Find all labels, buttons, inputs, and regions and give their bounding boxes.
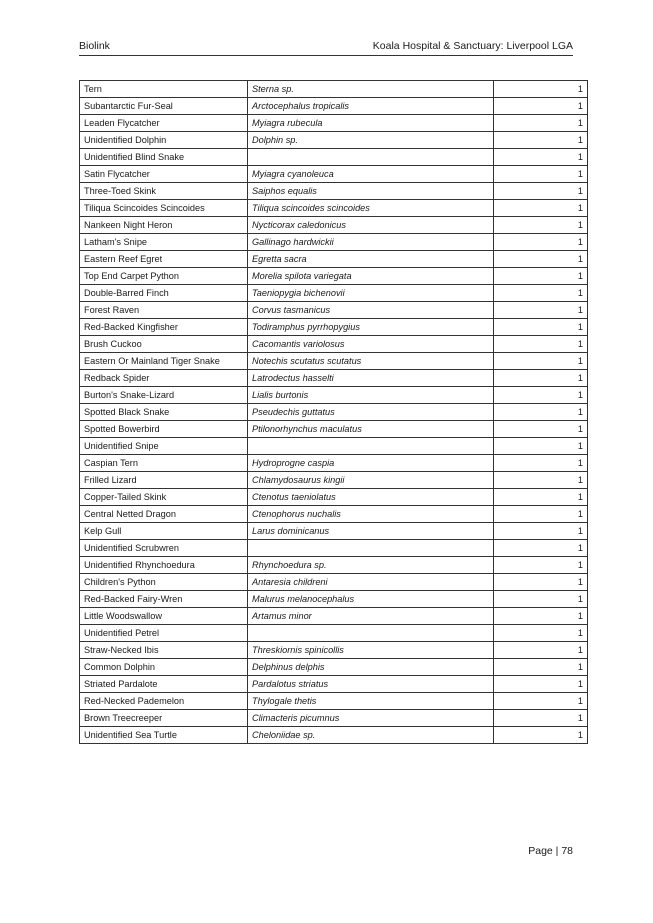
count-cell: 1 — [494, 574, 588, 591]
header-left-text: Biolink — [79, 40, 110, 52]
count-cell: 1 — [494, 540, 588, 557]
common-name-cell: Red-Backed Kingfisher — [80, 319, 248, 336]
table-row — [80, 166, 588, 183]
count-cell: 1 — [494, 268, 588, 285]
scientific-name-cell: Pardalotus striatus — [248, 676, 494, 693]
scientific-name-cell: Gallinago hardwickii — [248, 234, 494, 251]
common-name-cell: Latham's Snipe — [80, 234, 248, 251]
common-name-cell: Kelp Gull — [80, 523, 248, 540]
scientific-name-cell: Ctenotus taeniolatus — [248, 489, 494, 506]
table-row — [80, 81, 588, 98]
scientific-name-cell: Dolphin sp. — [248, 132, 494, 149]
common-name-cell: Copper-Tailed Skink — [80, 489, 248, 506]
table-row — [80, 727, 588, 744]
header-right-text: Koala Hospital & Sanctuary: Liverpool LGA — [372, 40, 573, 52]
table-row — [80, 421, 588, 438]
scientific-name-cell: Egretta sacra — [248, 251, 494, 268]
scientific-name-cell: Pseudechis guttatus — [248, 404, 494, 421]
count-cell: 1 — [494, 183, 588, 200]
common-name-cell: Eastern Or Mainland Tiger Snake — [80, 353, 248, 370]
scientific-name-cell: Notechis scutatus scutatus — [248, 353, 494, 370]
table-row — [80, 557, 588, 574]
table-row — [80, 574, 588, 591]
count-cell: 1 — [494, 132, 588, 149]
scientific-name-cell: Taeniopygia bichenovii — [248, 285, 494, 302]
common-name-cell: Striated Pardalote — [80, 676, 248, 693]
common-name-cell: Unidentified Snipe — [80, 438, 248, 455]
count-cell: 1 — [494, 557, 588, 574]
count-cell: 1 — [494, 251, 588, 268]
species-table-body — [80, 81, 588, 744]
count-cell: 1 — [494, 659, 588, 676]
common-name-cell: Children's Python — [80, 574, 248, 591]
scientific-name-cell: Climacteris picumnus — [248, 710, 494, 727]
count-cell: 1 — [494, 98, 588, 115]
common-name-cell: Tern — [80, 81, 248, 98]
common-name-cell: Central Netted Dragon — [80, 506, 248, 523]
common-name-cell: Unidentified Scrubwren — [80, 540, 248, 557]
table-row — [80, 387, 588, 404]
scientific-name-cell: Thylogale thetis — [248, 693, 494, 710]
table-row — [80, 455, 588, 472]
table-row — [80, 132, 588, 149]
table-row — [80, 98, 588, 115]
table-row — [80, 506, 588, 523]
species-table — [79, 80, 588, 744]
common-name-cell: Caspian Tern — [80, 455, 248, 472]
page-number: Page | 78 — [528, 845, 573, 857]
table-row — [80, 676, 588, 693]
scientific-name-cell: Saiphos equalis — [248, 183, 494, 200]
table-row — [80, 540, 588, 557]
count-cell: 1 — [494, 676, 588, 693]
count-cell: 1 — [494, 591, 588, 608]
table-row — [80, 183, 588, 200]
count-cell: 1 — [494, 166, 588, 183]
count-cell: 1 — [494, 387, 588, 404]
scientific-name-cell: Threskiornis spinicollis — [248, 642, 494, 659]
common-name-cell: Unidentified Dolphin — [80, 132, 248, 149]
count-cell: 1 — [494, 370, 588, 387]
common-name-cell: Tiliqua Scincoides Scincoides — [80, 200, 248, 217]
table-row — [80, 353, 588, 370]
common-name-cell: Forest Raven — [80, 302, 248, 319]
table-row — [80, 693, 588, 710]
common-name-cell: Three-Toed Skink — [80, 183, 248, 200]
common-name-cell: Little Woodswallow — [80, 608, 248, 625]
table-row — [80, 200, 588, 217]
scientific-name-cell: Corvus tasmanicus — [248, 302, 494, 319]
table-row — [80, 370, 588, 387]
table-row — [80, 642, 588, 659]
common-name-cell: Unidentified Blind Snake — [80, 149, 248, 166]
count-cell: 1 — [494, 472, 588, 489]
scientific-name-cell: Latrodectus hasselti — [248, 370, 494, 387]
table-row — [80, 115, 588, 132]
table-row — [80, 285, 588, 302]
count-cell: 1 — [494, 319, 588, 336]
scientific-name-cell: Todiramphus pyrrhopygius — [248, 319, 494, 336]
count-cell: 1 — [494, 727, 588, 744]
scientific-name-cell: Tiliqua scincoides scincoides — [248, 200, 494, 217]
common-name-cell: Double-Barred Finch — [80, 285, 248, 302]
count-cell: 1 — [494, 608, 588, 625]
table-row — [80, 472, 588, 489]
count-cell: 1 — [494, 115, 588, 132]
count-cell: 1 — [494, 455, 588, 472]
common-name-cell: Unidentified Petrel — [80, 625, 248, 642]
count-cell: 1 — [494, 642, 588, 659]
scientific-name-cell: Myiagra cyanoleuca — [248, 166, 494, 183]
common-name-cell: Eastern Reef Egret — [80, 251, 248, 268]
table-row — [80, 234, 588, 251]
scientific-name-cell: Antaresia childreni — [248, 574, 494, 591]
table-row — [80, 438, 588, 455]
count-cell: 1 — [494, 149, 588, 166]
scientific-name-cell — [248, 438, 494, 455]
scientific-name-cell: Ptilonorhynchus maculatus — [248, 421, 494, 438]
common-name-cell: Unidentified Rhynchoedura — [80, 557, 248, 574]
count-cell: 1 — [494, 710, 588, 727]
scientific-name-cell — [248, 540, 494, 557]
count-cell: 1 — [494, 81, 588, 98]
table-row — [80, 268, 588, 285]
scientific-name-cell: Rhynchoedura sp. — [248, 557, 494, 574]
count-cell: 1 — [494, 234, 588, 251]
table-row — [80, 489, 588, 506]
count-cell: 1 — [494, 353, 588, 370]
common-name-cell: Spotted Bowerbird — [80, 421, 248, 438]
count-cell: 1 — [494, 693, 588, 710]
scientific-name-cell — [248, 149, 494, 166]
common-name-cell: Brush Cuckoo — [80, 336, 248, 353]
table-row — [80, 523, 588, 540]
count-cell: 1 — [494, 421, 588, 438]
count-cell: 1 — [494, 217, 588, 234]
table-row — [80, 336, 588, 353]
scientific-name-cell: Artamus minor — [248, 608, 494, 625]
table-row — [80, 302, 588, 319]
common-name-cell: Satin Flycatcher — [80, 166, 248, 183]
scientific-name-cell: Ctenophorus nuchalis — [248, 506, 494, 523]
common-name-cell: Spotted Black Snake — [80, 404, 248, 421]
table-row — [80, 319, 588, 336]
scientific-name-cell: Delphinus delphis — [248, 659, 494, 676]
scientific-name-cell: Hydroprogne caspia — [248, 455, 494, 472]
scientific-name-cell: Malurus melanocephalus — [248, 591, 494, 608]
common-name-cell: Frilled Lizard — [80, 472, 248, 489]
scientific-name-cell — [248, 625, 494, 642]
scientific-name-cell: Morelia spilota variegata — [248, 268, 494, 285]
common-name-cell: Top End Carpet Python — [80, 268, 248, 285]
count-cell: 1 — [494, 404, 588, 421]
scientific-name-cell: Lialis burtonis — [248, 387, 494, 404]
common-name-cell: Brown Treecreeper — [80, 710, 248, 727]
common-name-cell: Common Dolphin — [80, 659, 248, 676]
table-row — [80, 591, 588, 608]
scientific-name-cell: Arctocephalus tropicalis — [248, 98, 494, 115]
count-cell: 1 — [494, 336, 588, 353]
table-row — [80, 625, 588, 642]
common-name-cell: Unidentified Sea Turtle — [80, 727, 248, 744]
table-row — [80, 217, 588, 234]
scientific-name-cell: Cheloniidae sp. — [248, 727, 494, 744]
common-name-cell: Nankeen Night Heron — [80, 217, 248, 234]
scientific-name-cell: Cacomantis variolosus — [248, 336, 494, 353]
common-name-cell: Redback Spider — [80, 370, 248, 387]
count-cell: 1 — [494, 302, 588, 319]
common-name-cell: Burton's Snake-Lizard — [80, 387, 248, 404]
table-row — [80, 710, 588, 727]
table-row — [80, 659, 588, 676]
count-cell: 1 — [494, 285, 588, 302]
common-name-cell: Red-Backed Fairy-Wren — [80, 591, 248, 608]
common-name-cell: Straw-Necked Ibis — [80, 642, 248, 659]
table-row — [80, 608, 588, 625]
common-name-cell: Leaden Flycatcher — [80, 115, 248, 132]
count-cell: 1 — [494, 523, 588, 540]
scientific-name-cell: Larus dominicanus — [248, 523, 494, 540]
common-name-cell: Subantarctic Fur-Seal — [80, 98, 248, 115]
page-header — [79, 40, 573, 56]
count-cell: 1 — [494, 200, 588, 217]
scientific-name-cell: Myiagra rubecula — [248, 115, 494, 132]
scientific-name-cell: Chlamydosaurus kingii — [248, 472, 494, 489]
table-row — [80, 149, 588, 166]
table-row — [80, 251, 588, 268]
count-cell: 1 — [494, 625, 588, 642]
scientific-name-cell: Nycticorax caledonicus — [248, 217, 494, 234]
scientific-name-cell: Sterna sp. — [248, 81, 494, 98]
count-cell: 1 — [494, 438, 588, 455]
table-row — [80, 404, 588, 421]
count-cell: 1 — [494, 506, 588, 523]
common-name-cell: Red-Necked Pademelon — [80, 693, 248, 710]
count-cell: 1 — [494, 489, 588, 506]
